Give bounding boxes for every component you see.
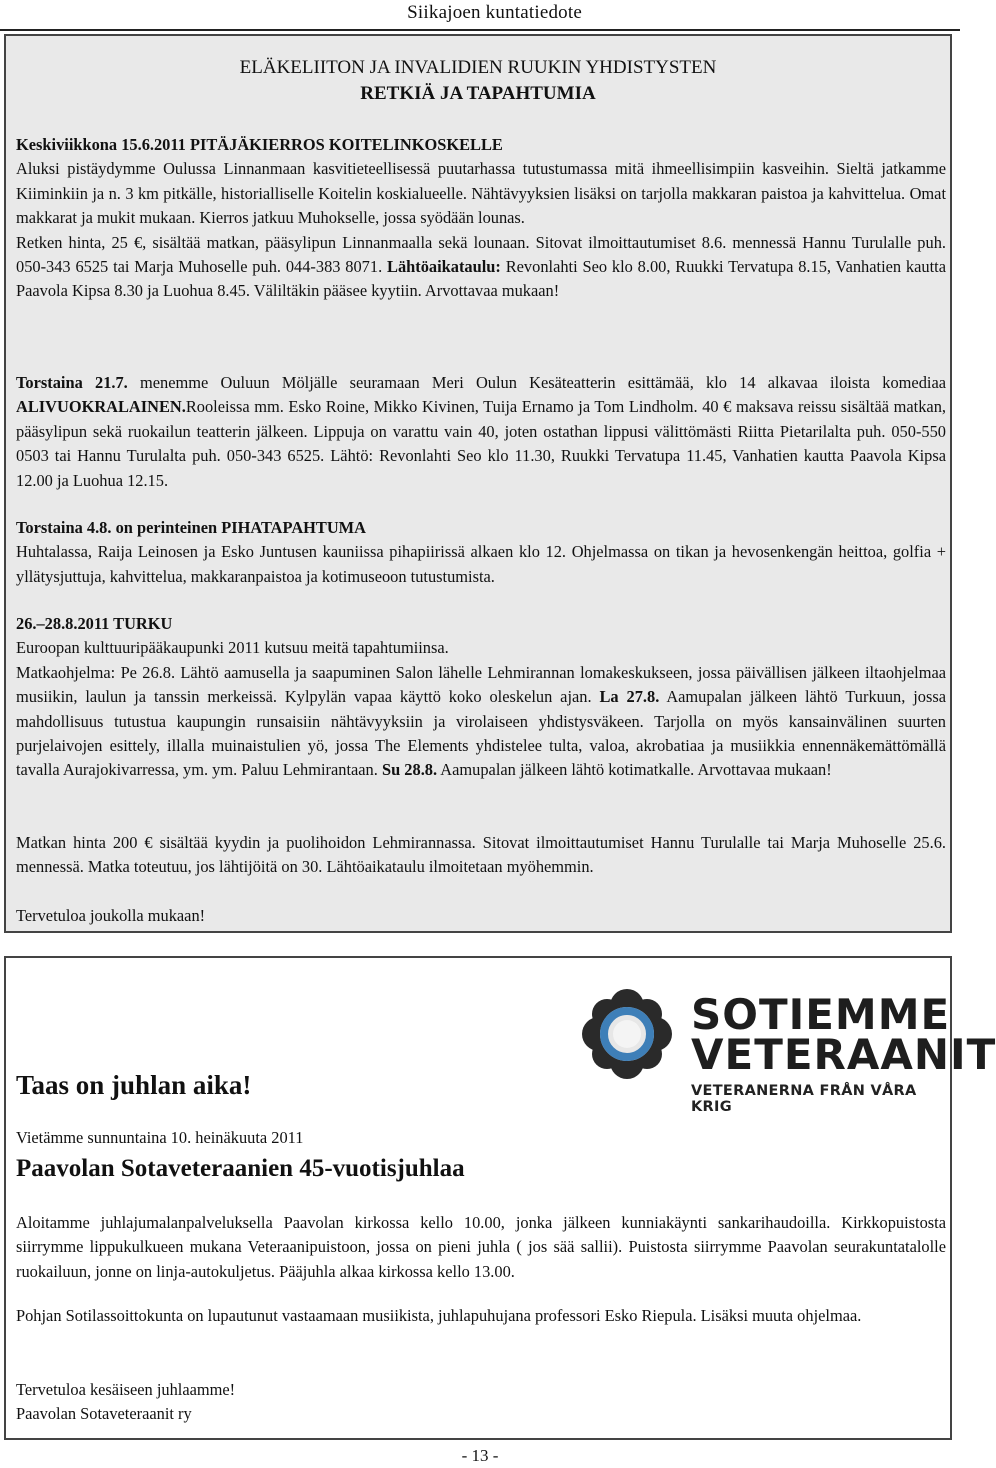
event-theatre <box>16 371 946 493</box>
page-number: - 13 - <box>461 1446 499 1465</box>
schedule-label: Lähtöaikataulu: <box>387 257 501 277</box>
event-heading: Keskiviikkona 15.6.2011 PITÄJÄKIERROS KOITELINKOSKELLE <box>16 135 503 154</box>
event-text: Aluksi pistäydymme Oulussa Linnanmaan kasvitieteellisessä puutarhassa tutustumassa mitä ihmeellisimpiin kasveihin. Sieltä jatkamme Kiiminkiin ja n. 3 km pitkälle, historialliselle Koitelin koskialueelle. Nähtävyyksien lisäksi on tarjolla makkaran paistoa ja kahvittelua. Omat makkarat ja mukit mukaan. Kierros jatkuu Muhokselle, jossa syödään lounas. <box>16 159 946 228</box>
box-title-line2: RETKIÄ JA TAPAHTUMIA <box>360 83 596 104</box>
event-text: 40 € maksava reissu sisältää matkan, pääsylipun sekä ruokailun teatterin jälkeen. Lippuja on varattu vain 40, joten ostathan lippusi välittömästi Riitta Pietarilalta puh. 050-550 0503 tai Hannu Turulalta puh. 050-343 6525. Lähtö: Revonlahti Seo klo 11.30, Ruukki Tervatupa 11.45, Vanhatien kautta Paavola Kipsa 12.00 ja Luohua 12.15. <box>16 397 946 490</box>
event-yard-party <box>16 516 946 589</box>
event-text: Retken hinta, 25 €, sisältää matkan, pääsylipun Linnanmaalla sekä lounaan. Sitovat ilmoittautumiset 8.6. mennessä Hannu Turulalle puh. 050-343 6525 tai Marja Muhoselle puh. 044-383 8071. <box>16 232 946 277</box>
logo-line2: VETERAANIT <box>691 1030 996 1079</box>
newsletter-title: Siikajoen kuntatiedote <box>407 2 582 23</box>
event-heading: Torstaina 21.7. <box>16 373 128 392</box>
event-heading: Torstaina 4.8. on perinteinen PIHATAPAHTUMA <box>16 518 366 537</box>
turku-price: Matkan hinta 200 € sisältää kyydin ja puolihoidon Lehmirannassa. Sitovat ilmoittautumiset Hannu Turulalle tai Marja Muhoselle 25.6. mennessä. Matka toteutuu, jos lähtijöitä on 30. Lähtöaikataulu ilmoitetaan myöhemmin. <box>16 833 946 877</box>
event-text: Huhtalassa, Raija Leinosen ja Esko Juntusen kauniissa pihapiirissä alkaen klo 12. Ohjelmassa on tikan ja hevosenkengän heittoa, golfia + yllätysjuttuja, kahvittelua, makkaranpaistoa ja kotimuseoon tutustumista. <box>16 542 946 586</box>
event-text: Aamupalan jälkeen lähtö kotimatkalle. Arvottavaa mukaan! <box>440 760 832 780</box>
event-text: Rooleissa mm. Esko Roine, Mikko Kivinen, Tuija Ernamo ja Tom Lindholm. <box>185 397 698 417</box>
day-label: Su 28.8. <box>381 760 438 780</box>
logo-subtitle: VETERANERNA FRÅN VÅRA KRIG <box>691 1083 917 1115</box>
event-text: Euroopan kulttuuripääkaupunki 2011 kutsuu meitä tapahtumiinsa. <box>16 638 449 658</box>
celebration-closing <box>16 1378 946 1427</box>
organizer-signature: Paavolan Sotaveteraanit ry <box>16 1404 192 1424</box>
celebration-date: Vietämme sunnuntaina 10. heinäkuuta 2011 <box>16 1128 304 1147</box>
sotiemme-veteraanit-logo <box>581 988 996 1115</box>
play-title: ALIVUOKRALAINEN. <box>16 397 186 417</box>
celebration-heading: Taas on juhlan aika! <box>16 1070 252 1100</box>
page-header <box>0 0 960 30</box>
event-text: Matkaohjelma: Pe 26.8. Lähtö aamusella ja saapuminen Salon lähelle Lehmirannan lomakeskukseen, jossa päivällisen jälkeen iltaohjelmaa musiikin, laulun ja tanssin merkeissä. Kylpylän vapaa käyttö koko oleskelun ajan. <box>16 662 946 707</box>
event-turku <box>16 612 946 783</box>
rose-emblem-icon <box>581 988 673 1080</box>
logo-line1: SOTIEMME <box>691 990 951 1039</box>
event-text: Aamupalan jälkeen lähtö Turkuun, jossa mahdollisuus tutustua kaupungin runsaisiin nähtävyyksiin ja virolaiseen yhdistysväkeen. Tarjolla on myös kansainvälinen suurten purjelaivojen esittely, illalla muinaistulien yö, jossa The Elements yhdistelee tulta, valoa, akrobatiaa ja musiikkia ennennäkemättömällä tavalla Aurajokivarressa, ym. ym. Paluu Lehmirantaan. <box>16 687 946 780</box>
closing-line: Tervetuloa kesäiseen juhlaamme! <box>16 1380 236 1399</box>
celebration-title: Paavolan Sotaveteraanien 45-vuotisjuhlaa <box>16 1155 465 1182</box>
celebration-program: Aloitamme juhlajumalanpalveluksella Paavolan kirkossa kello 10.00, jonka jälkeen kunniakäynti sankarihaudoilla. Kirkkopuistosta siirrymme lippukulkueen mukana Veteraanipuistoon, jossa on pieni juhla ( jos sää sallii). Puistosta siirrymme Paavolan seurakuntatalolle ruokailuun, jonne on linja-autokuljetus. Pääjuhla alkaa kirkossa kello 13.00. <box>16 1213 946 1281</box>
pensioners-events-box <box>4 34 952 933</box>
closing-line: Tervetuloa joukolla mukaan! <box>16 906 206 925</box>
event-text: menemme Ouluun Möljälle seuramaan Meri Oulun Kesäteatterin esittämää, klo 14 alkavaa iloista komediaa <box>140 373 946 392</box>
box-title-line1: ELÄKELIITON JA INVALIDIEN RUUKIN YHDISTYSTEN <box>239 57 717 78</box>
day-label: La 27.8. <box>599 687 660 707</box>
celebration-music: Pohjan Sotilassoittokunta on lupautunut vastaamaan musiikista, juhlapuhujana professori Esko Riepula. Lisäksi muuta ohjelmaa. <box>16 1306 862 1325</box>
event-text: Revonlahti Seo klo 8.00, Ruukki Tervatupa 8.15, Vanhatien kautta Paavola Kipsa 8.30 ja Luohua 8.45. Väliltäkin pääsee kyytiin. Arvottavaa mukaan! <box>16 257 946 301</box>
event-heading: 26.–28.8.2011 TURKU <box>16 614 173 633</box>
veterans-celebration-box <box>4 956 996 1440</box>
event-koitelinkoski <box>16 133 946 304</box>
header-divider <box>0 29 960 31</box>
